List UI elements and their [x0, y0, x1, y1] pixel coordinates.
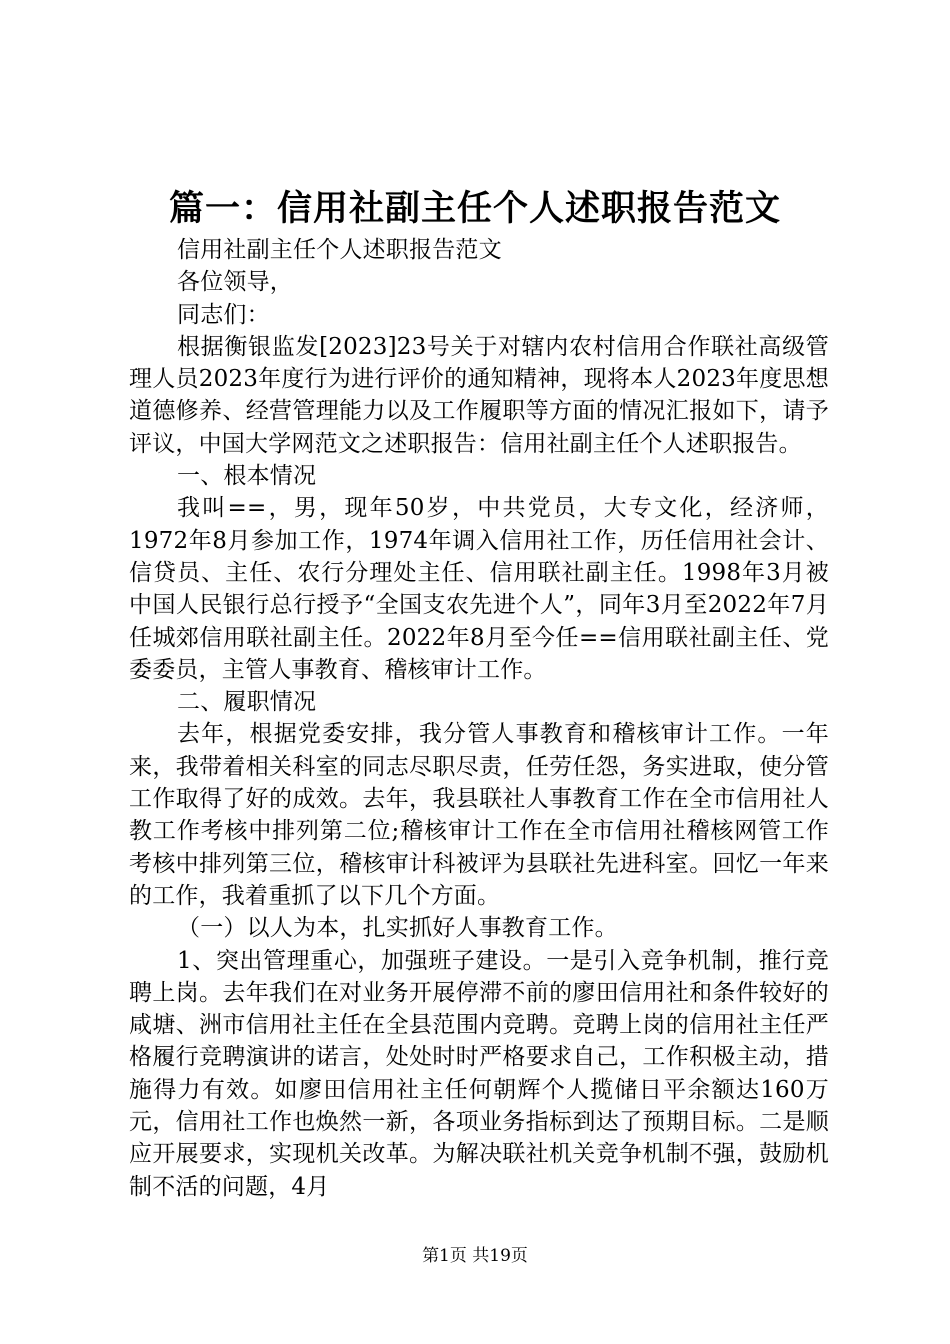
basic-info-paragraph: 我叫==，男，现年50岁，中共党员，大专文化，经济师，1972年8月参加工作，1974年调入信用社工作，历任信用社会计、信贷员、主任、农行分理处主任、信用联社副主任。1998年3月被中国人民银行总行授予“全国支农先进个人”，同年3月至2022年7月任城郊信用联社副主任。2022年8月至今任==信用联社副主任、党委委员，主管人事教育、稽核审计工作。 [129, 495, 829, 683]
page-footer: 第1页 共19页 [422, 1246, 528, 1266]
document-body [129, 234, 829, 1203]
intro-paragraph: 根据衡银监发[2023]23号关于对辖内农村信用合作联社高级管理人员2023年度行为进行评价的通知精神，现将本人2023年度思想道德修养、经营管理能力以及工作履职等方面的情况汇报如下，请予评议，中国大学网范文之述职报告：信用社副主任个人述职报告。 [129, 333, 829, 457]
management-paragraph: 1、突出管理重心，加强班子建设。一是引入竞争机制，推行竞聘上岗。去年我们在对业务开展停滞不前的廖田信用社和条件较好的咸塘、洲市信用社主任在全县范围内竞聘。竞聘上岗的信用社主任严格履行竞聘演讲的诺言，处处时时严格要求自己，工作积极主动，措施得力有效。如廖田信用社主任何朝辉个人揽储日平余额达160万元，信用社工作也焕然一新，各项业务指标到达了预期目标。二是顺应开展要求，实现机关改革。为解决联社机关竞争机制不强，鼓励机制不活的问题，4月 [129, 947, 829, 1200]
duties-paragraph: 去年，根据党委安排，我分管人事教育和稽核审计工作。一年来，我带着相关科室的同志尽职尽责，任劳任怨，务实进取，使分管工作取得了好的成效。去年，我县联社人事教育工作在全市信用社人教工作考核中排列第二位;稽核审计工作在全市信用社稽核网管工作考核中排列第三位，稽核审计科被评为县联社先进科室。回忆一年来的工作，我着重抓了以下几个方面。 [129, 721, 829, 909]
document-title: 篇一：信用社副主任个人述职报告范文 [168, 188, 781, 229]
section-heading-basic: 一、根本情况 [177, 463, 317, 490]
subtitle-paragraph: 信用社副主任个人述职报告范文 [177, 237, 502, 263]
salutation-comrades: 同志们： [177, 301, 270, 328]
section-heading-duties: 二、履职情况 [177, 689, 317, 716]
subsection-heading-personnel: （一）以人为本，扎实抓好人事教育工作。 [177, 915, 618, 942]
salutation-leaders: 各位领导， [177, 269, 293, 296]
